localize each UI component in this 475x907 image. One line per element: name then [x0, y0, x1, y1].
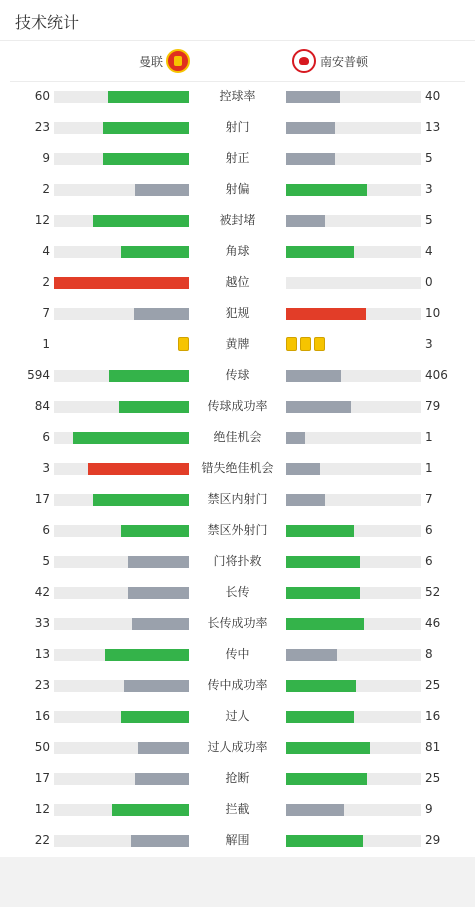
home-bar-track [54, 494, 189, 506]
away-bar-track [286, 618, 421, 630]
away-value: 1 [425, 461, 433, 475]
stat-label: 被封堵 [219, 213, 256, 227]
away-bar-track [286, 215, 421, 227]
away-value: 3 [425, 337, 433, 351]
home-bar [128, 587, 189, 599]
away-bar [286, 742, 370, 754]
stat-label: 门将扑救 [213, 554, 262, 568]
home-bar-track [54, 835, 189, 847]
home-value: 6 [42, 430, 50, 444]
stat-label: 角球 [225, 244, 250, 258]
away-bar [286, 91, 340, 103]
home-value: 23 [34, 120, 50, 134]
away-value: 6 [425, 523, 433, 537]
stat-row [0, 639, 475, 670]
away-bar [286, 370, 341, 382]
away-bar-track [286, 153, 421, 165]
away-bar-track [286, 370, 421, 382]
home-bar-track [54, 215, 189, 227]
away-bar-track [286, 432, 421, 444]
home-value: 9 [42, 151, 50, 165]
away-value: 6 [425, 554, 433, 568]
home-bar [134, 308, 189, 320]
away-bar [286, 525, 354, 537]
away-value: 29 [425, 833, 441, 847]
home-value: 42 [34, 585, 50, 599]
home-value: 7 [42, 306, 50, 320]
home-bar-track [54, 184, 189, 196]
away-bar-track [286, 711, 421, 723]
home-team [139, 47, 190, 75]
stat-row [0, 174, 475, 205]
home-bar [124, 680, 189, 692]
home-bar [128, 556, 189, 568]
stat-row [0, 670, 475, 701]
home-bar-track [54, 308, 189, 320]
away-value: 25 [425, 678, 441, 692]
home-bar-track [54, 804, 189, 816]
away-bar [286, 773, 367, 785]
home-value: 5 [42, 554, 50, 568]
home-bar-track [54, 463, 189, 475]
away-value: 16 [425, 709, 441, 723]
home-bar [93, 215, 189, 227]
away-value: 7 [425, 492, 433, 506]
away-bar [286, 804, 344, 816]
home-value: 84 [34, 399, 50, 413]
home-team-name: 曼联 [138, 54, 163, 69]
away-bar-track [286, 401, 421, 413]
away-bar [286, 494, 325, 506]
home-value: 17 [34, 771, 50, 785]
home-bar [135, 184, 189, 196]
stat-label: 解围 [225, 833, 250, 847]
away-value: 5 [425, 151, 433, 165]
away-bar-track [286, 494, 421, 506]
away-bar [286, 308, 366, 320]
home-value: 23 [34, 678, 50, 692]
home-bar-track [54, 618, 189, 630]
away-bar [286, 711, 354, 723]
away-bar [286, 835, 363, 847]
home-value: 3 [42, 461, 50, 475]
stat-row [0, 732, 475, 763]
stat-row [0, 329, 475, 360]
stat-row [0, 205, 475, 236]
away-bar [286, 649, 337, 661]
home-value: 22 [34, 833, 50, 847]
stat-row [0, 484, 475, 515]
away-value: 52 [425, 585, 441, 599]
home-bar [73, 432, 189, 444]
away-bar-track [286, 308, 421, 320]
home-value: 50 [34, 740, 50, 754]
stat-row [0, 825, 475, 856]
yellow-card-icon [300, 337, 311, 351]
away-bar [286, 153, 335, 165]
away-value: 25 [425, 771, 441, 785]
away-bar [286, 432, 305, 444]
away-bar [286, 463, 320, 475]
stat-label: 过人 [225, 709, 250, 723]
home-bar-track [54, 525, 189, 537]
home-bar-track [54, 153, 189, 165]
stat-row [0, 546, 475, 577]
home-bar [121, 711, 189, 723]
stat-row [0, 453, 475, 484]
home-value: 594 [27, 368, 50, 382]
home-bar-track [54, 277, 189, 289]
stat-row [0, 794, 475, 825]
stat-label: 抢断 [225, 771, 250, 785]
home-bar-track [54, 773, 189, 785]
home-value: 60 [34, 89, 50, 103]
home-bar-track [54, 246, 189, 258]
away-value: 40 [425, 89, 441, 103]
home-bar [135, 773, 189, 785]
stat-label: 射门 [225, 120, 250, 134]
stat-row [0, 422, 475, 453]
stat-label: 传中成功率 [207, 678, 268, 692]
home-bar [54, 277, 189, 289]
away-value: 1 [425, 430, 433, 444]
home-bar-track [54, 91, 189, 103]
home-value: 16 [34, 709, 50, 723]
home-bar-track [54, 587, 189, 599]
away-bar-track [286, 184, 421, 196]
home-bar-track [54, 711, 189, 723]
home-bar [103, 153, 189, 165]
away-bar [286, 122, 335, 134]
stat-row [0, 391, 475, 422]
away-value: 79 [425, 399, 441, 413]
stat-label: 黄牌 [225, 337, 250, 351]
home-bar [109, 370, 189, 382]
home-value: 4 [42, 244, 50, 258]
home-bar-track [54, 649, 189, 661]
away-bar-track [286, 277, 421, 289]
away-bar-track [286, 680, 421, 692]
yellow-card-icon [286, 337, 297, 351]
home-bar [108, 91, 189, 103]
home-bar [103, 122, 189, 134]
stat-label: 传球 [225, 368, 250, 382]
home-bar-track [54, 401, 189, 413]
home-value: 2 [42, 275, 50, 289]
manchester-united-crest-icon [166, 49, 190, 73]
away-value: 8 [425, 647, 433, 661]
stat-label: 错失绝佳机会 [201, 461, 274, 475]
away-team [292, 47, 368, 75]
away-bar-track [286, 587, 421, 599]
stat-label: 拦截 [225, 802, 250, 816]
home-bar [112, 804, 189, 816]
stat-label: 传球成功率 [207, 399, 268, 413]
away-value: 46 [425, 616, 441, 630]
away-bar [286, 184, 367, 196]
home-bar [105, 649, 189, 661]
section-title: 技术统计 [15, 13, 80, 32]
away-bar-track [286, 804, 421, 816]
home-value: 13 [34, 647, 50, 661]
home-bar [132, 618, 189, 630]
stat-label: 传中 [225, 647, 250, 661]
home-bar [119, 401, 189, 413]
away-bar-track [286, 742, 421, 754]
stat-row [0, 298, 475, 329]
stat-label: 射正 [225, 151, 250, 165]
stats-list [0, 81, 475, 856]
away-bar-track [286, 463, 421, 475]
away-value: 5 [425, 213, 433, 227]
away-value: 81 [425, 740, 441, 754]
away-bar [286, 587, 360, 599]
home-bar-track [54, 122, 189, 134]
home-bar-track [54, 742, 189, 754]
away-value: 9 [425, 802, 433, 816]
away-bar-track [286, 122, 421, 134]
home-bar-track [54, 370, 189, 382]
away-bar-track [286, 835, 421, 847]
stat-label: 禁区外射门 [207, 523, 268, 537]
away-bar-track [286, 556, 421, 568]
home-bar [93, 494, 189, 506]
away-bar-track [286, 246, 421, 258]
home-bar [131, 835, 189, 847]
stat-row [0, 112, 475, 143]
away-bar-track [286, 525, 421, 537]
home-bar-track [54, 680, 189, 692]
home-bar [121, 525, 189, 537]
home-bar-track [54, 432, 189, 444]
away-bar [286, 556, 360, 568]
away-value: 3 [425, 182, 433, 196]
away-bar [286, 680, 356, 692]
stat-row [0, 267, 475, 298]
away-team-name: 南安普顿 [320, 54, 369, 69]
yellow-card-icon [178, 337, 189, 351]
home-value: 12 [34, 802, 50, 816]
away-value: 0 [425, 275, 433, 289]
away-bar-track [286, 773, 421, 785]
stat-label: 长传成功率 [207, 616, 268, 630]
home-value: 12 [34, 213, 50, 227]
away-bar-track [286, 91, 421, 103]
away-bar-track [286, 649, 421, 661]
away-bar [286, 618, 364, 630]
away-value: 10 [425, 306, 441, 320]
stat-label: 控球率 [219, 89, 256, 103]
away-value: 406 [425, 368, 448, 382]
home-yellow-cards [178, 337, 189, 351]
away-value: 4 [425, 244, 433, 258]
stat-row [0, 360, 475, 391]
stat-label: 绝佳机会 [213, 430, 262, 444]
stat-row [0, 577, 475, 608]
home-value: 33 [34, 616, 50, 630]
home-value: 17 [34, 492, 50, 506]
home-bar [138, 742, 189, 754]
stat-row [0, 81, 475, 112]
stat-row [0, 143, 475, 174]
home-value: 1 [42, 337, 50, 351]
away-value: 13 [425, 120, 441, 134]
southampton-crest-icon [292, 49, 316, 73]
away-yellow-cards [286, 337, 325, 351]
stat-label: 长传 [225, 585, 250, 599]
stat-row [0, 701, 475, 732]
away-bar [286, 215, 325, 227]
stat-row [0, 763, 475, 794]
home-bar [121, 246, 189, 258]
stat-label: 射偏 [225, 182, 250, 196]
home-bar [88, 463, 189, 475]
stat-label: 越位 [225, 275, 250, 289]
stat-label: 禁区内射门 [207, 492, 268, 506]
stat-label: 犯规 [225, 306, 250, 320]
home-bar-track [54, 556, 189, 568]
away-bar [286, 401, 351, 413]
stat-row [0, 608, 475, 639]
stat-label: 过人成功率 [207, 740, 268, 754]
away-bar [286, 246, 354, 258]
divider [0, 40, 475, 41]
home-value: 6 [42, 523, 50, 537]
stat-row [0, 515, 475, 546]
home-value: 2 [42, 182, 50, 196]
yellow-card-icon [314, 337, 325, 351]
stat-row [0, 236, 475, 267]
